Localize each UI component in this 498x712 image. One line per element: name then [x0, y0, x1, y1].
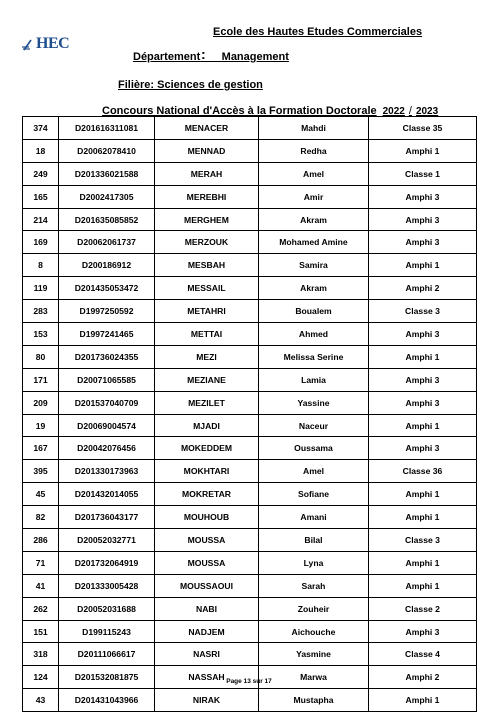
year-start: 2022: [382, 106, 405, 117]
id-cell: D201336021588: [59, 162, 155, 185]
last-name-cell: MEZILET: [155, 391, 259, 414]
id-cell: D201330173963: [59, 460, 155, 483]
room-cell: Amphi 2: [369, 277, 477, 300]
id-cell: D20052032771: [59, 529, 155, 552]
first-name-cell: Amani: [259, 506, 369, 529]
last-name-cell: NASRI: [155, 643, 259, 666]
last-name-cell: NADJEM: [155, 620, 259, 643]
last-name-cell: MJADI: [155, 414, 259, 437]
last-name-cell: METAHRI: [155, 300, 259, 323]
room-cell: Amphi 1: [369, 345, 477, 368]
last-name-cell: MENACER: [155, 117, 259, 140]
last-name-cell: MOUSSA: [155, 529, 259, 552]
first-name-cell: Redha: [259, 139, 369, 162]
first-name-cell: Ahmed: [259, 323, 369, 346]
table-row: [23, 574, 477, 597]
table-row: [23, 254, 477, 277]
year-separator: /: [408, 105, 412, 117]
first-name-cell: Aichouche: [259, 620, 369, 643]
rank-cell: 209: [23, 391, 59, 414]
id-cell: D201736043177: [59, 506, 155, 529]
department-value: Management: [221, 51, 289, 63]
last-name-cell: NASSAH: [155, 666, 259, 689]
first-name-cell: Akram: [259, 208, 369, 231]
id-cell: D200186912: [59, 254, 155, 277]
first-name-cell: Yasmine: [259, 643, 369, 666]
id-cell: D201333005428: [59, 574, 155, 597]
table-row: [23, 208, 477, 231]
logo-text: HEC: [36, 35, 70, 52]
table-row: [23, 277, 477, 300]
room-cell: Classe 1: [369, 162, 477, 185]
room-cell: Amphi 1: [369, 254, 477, 277]
year-end: 2023: [415, 106, 439, 117]
table-row: [23, 529, 477, 552]
table-row: [23, 117, 477, 140]
table-row: [23, 460, 477, 483]
first-name-cell: Bilal: [259, 529, 369, 552]
room-cell: Classe 35: [369, 117, 477, 140]
rank-cell: 283: [23, 300, 59, 323]
room-cell: Amphi 1: [369, 414, 477, 437]
first-name-cell: Yassine: [259, 391, 369, 414]
table-row: [23, 483, 477, 506]
last-name-cell: MOUHOUB: [155, 506, 259, 529]
table-row: [23, 231, 477, 254]
room-cell: Amphi 3: [369, 437, 477, 460]
id-cell: D201537040709: [59, 391, 155, 414]
rank-cell: 71: [23, 551, 59, 574]
first-name-cell: Zouheir: [259, 597, 369, 620]
first-name-cell: Sarah: [259, 574, 369, 597]
id-cell: D20069004574: [59, 414, 155, 437]
department-label: Département: [133, 51, 201, 63]
rank-cell: 19: [23, 414, 59, 437]
id-cell: D199115243: [59, 620, 155, 643]
rank-cell: 395: [23, 460, 59, 483]
table-row: [23, 414, 477, 437]
room-cell: Classe 3: [369, 300, 477, 323]
last-name-cell: MOKHTARI: [155, 460, 259, 483]
last-name-cell: MERZOUK: [155, 231, 259, 254]
last-name-cell: MOUSSAOUI: [155, 574, 259, 597]
rank-cell: 214: [23, 208, 59, 231]
table-row: [23, 620, 477, 643]
id-cell: D201431043966: [59, 689, 155, 712]
table-row: [23, 689, 477, 712]
last-name-cell: NABI: [155, 597, 259, 620]
room-cell: Amphi 3: [369, 323, 477, 346]
rank-cell: 153: [23, 323, 59, 346]
last-name-cell: MEZIANE: [155, 368, 259, 391]
rank-cell: 374: [23, 117, 59, 140]
rank-cell: 45: [23, 483, 59, 506]
rank-cell: 82: [23, 506, 59, 529]
room-cell: Amphi 3: [369, 208, 477, 231]
last-name-cell: MERAH: [155, 162, 259, 185]
id-cell: D1997241465: [59, 323, 155, 346]
id-cell: D1997250592: [59, 300, 155, 323]
first-name-cell: Boualem: [259, 300, 369, 323]
rank-cell: 286: [23, 529, 59, 552]
table-row: [23, 437, 477, 460]
room-cell: Amphi 1: [369, 574, 477, 597]
last-name-cell: MOUSSA: [155, 551, 259, 574]
id-cell: D201732064919: [59, 551, 155, 574]
last-name-cell: MOKRETAR: [155, 483, 259, 506]
school-name: Ecole des Hautes Etudes Commerciales: [213, 26, 423, 38]
page-number: Page 13 sur 17: [226, 678, 272, 685]
rank-cell: 80: [23, 345, 59, 368]
id-cell: D20042076456: [59, 437, 155, 460]
first-name-cell: Samira: [259, 254, 369, 277]
id-cell: D2002417305: [59, 185, 155, 208]
last-name-cell: MOKEDDEM: [155, 437, 259, 460]
room-cell: Amphi 3: [369, 231, 477, 254]
id-cell: D201736024355: [59, 345, 155, 368]
table-row: [23, 391, 477, 414]
id-cell: D201532081875: [59, 666, 155, 689]
filiere: Filière: Sciences de gestion: [118, 79, 263, 91]
last-name-cell: NIRAK: [155, 689, 259, 712]
rank-cell: 43: [23, 689, 59, 712]
department-colon: :: [201, 46, 206, 62]
room-cell: Classe 36: [369, 460, 477, 483]
table-row: [23, 185, 477, 208]
first-name-cell: Amel: [259, 162, 369, 185]
first-name-cell: Naceur: [259, 414, 369, 437]
id-cell: D201635085852: [59, 208, 155, 231]
room-cell: Amphi 1: [369, 551, 477, 574]
rank-cell: 171: [23, 368, 59, 391]
room-cell: Amphi 3: [369, 185, 477, 208]
id-cell: D20052031688: [59, 597, 155, 620]
rank-cell: 169: [23, 231, 59, 254]
hec-logo: [22, 34, 80, 56]
last-name-cell: MEREBHI: [155, 185, 259, 208]
id-cell: D20062078410: [59, 139, 155, 162]
rank-cell: 18: [23, 139, 59, 162]
rank-cell: 262: [23, 597, 59, 620]
id-cell: D201432014055: [59, 483, 155, 506]
room-cell: Amphi 1: [369, 506, 477, 529]
first-name-cell: Amir: [259, 185, 369, 208]
table-row: [23, 506, 477, 529]
table-row: [23, 300, 477, 323]
table-row: [23, 368, 477, 391]
rank-cell: 41: [23, 574, 59, 597]
first-name-cell: Oussama: [259, 437, 369, 460]
first-name-cell: Akram: [259, 277, 369, 300]
table-row: [23, 345, 477, 368]
first-name-cell: Lamia: [259, 368, 369, 391]
department: [133, 51, 289, 63]
first-name-cell: Amel: [259, 460, 369, 483]
id-cell: D20062061737: [59, 231, 155, 254]
rank-cell: 249: [23, 162, 59, 185]
first-name-cell: Marwa: [259, 666, 369, 689]
id-cell: D201616311081: [59, 117, 155, 140]
concours-label: Concours National d'Accès à la Formation Doctorale: [102, 105, 377, 117]
room-cell: Classe 2: [369, 597, 477, 620]
table-row: [23, 551, 477, 574]
room-cell: Amphi 1: [369, 139, 477, 162]
room-cell: Amphi 3: [369, 620, 477, 643]
table-row: [23, 323, 477, 346]
last-name-cell: METTAI: [155, 323, 259, 346]
room-cell: Amphi 1: [369, 689, 477, 712]
rank-cell: 124: [23, 666, 59, 689]
rank-cell: 165: [23, 185, 59, 208]
id-cell: D201435053472: [59, 277, 155, 300]
first-name-cell: Sofiane: [259, 483, 369, 506]
first-name-cell: Lyna: [259, 551, 369, 574]
logo-stripes-icon: [22, 38, 36, 52]
last-name-cell: MEZI: [155, 345, 259, 368]
room-cell: Amphi 3: [369, 368, 477, 391]
last-name-cell: MESBAH: [155, 254, 259, 277]
id-cell: D20111066617: [59, 643, 155, 666]
room-cell: Amphi 1: [369, 483, 477, 506]
rank-cell: 8: [23, 254, 59, 277]
first-name-cell: Mustapha: [259, 689, 369, 712]
last-name-cell: MENNAD: [155, 139, 259, 162]
first-name-cell: Mohamed Amine: [259, 231, 369, 254]
room-cell: Classe 4: [369, 643, 477, 666]
table-row: [23, 643, 477, 666]
rank-cell: 318: [23, 643, 59, 666]
id-cell: D20071065585: [59, 368, 155, 391]
table-row: [23, 597, 477, 620]
candidates-table: [22, 116, 477, 712]
room-cell: Amphi 3: [369, 391, 477, 414]
room-cell: Classe 3: [369, 529, 477, 552]
last-name-cell: MERGHEM: [155, 208, 259, 231]
first-name-cell: Mahdi: [259, 117, 369, 140]
table-row: [23, 139, 477, 162]
room-cell: Amphi 2: [369, 666, 477, 689]
table-row: [23, 162, 477, 185]
first-name-cell: Melissa Serine: [259, 345, 369, 368]
rank-cell: 151: [23, 620, 59, 643]
rank-cell: 119: [23, 277, 59, 300]
rank-cell: 167: [23, 437, 59, 460]
last-name-cell: MESSAIL: [155, 277, 259, 300]
